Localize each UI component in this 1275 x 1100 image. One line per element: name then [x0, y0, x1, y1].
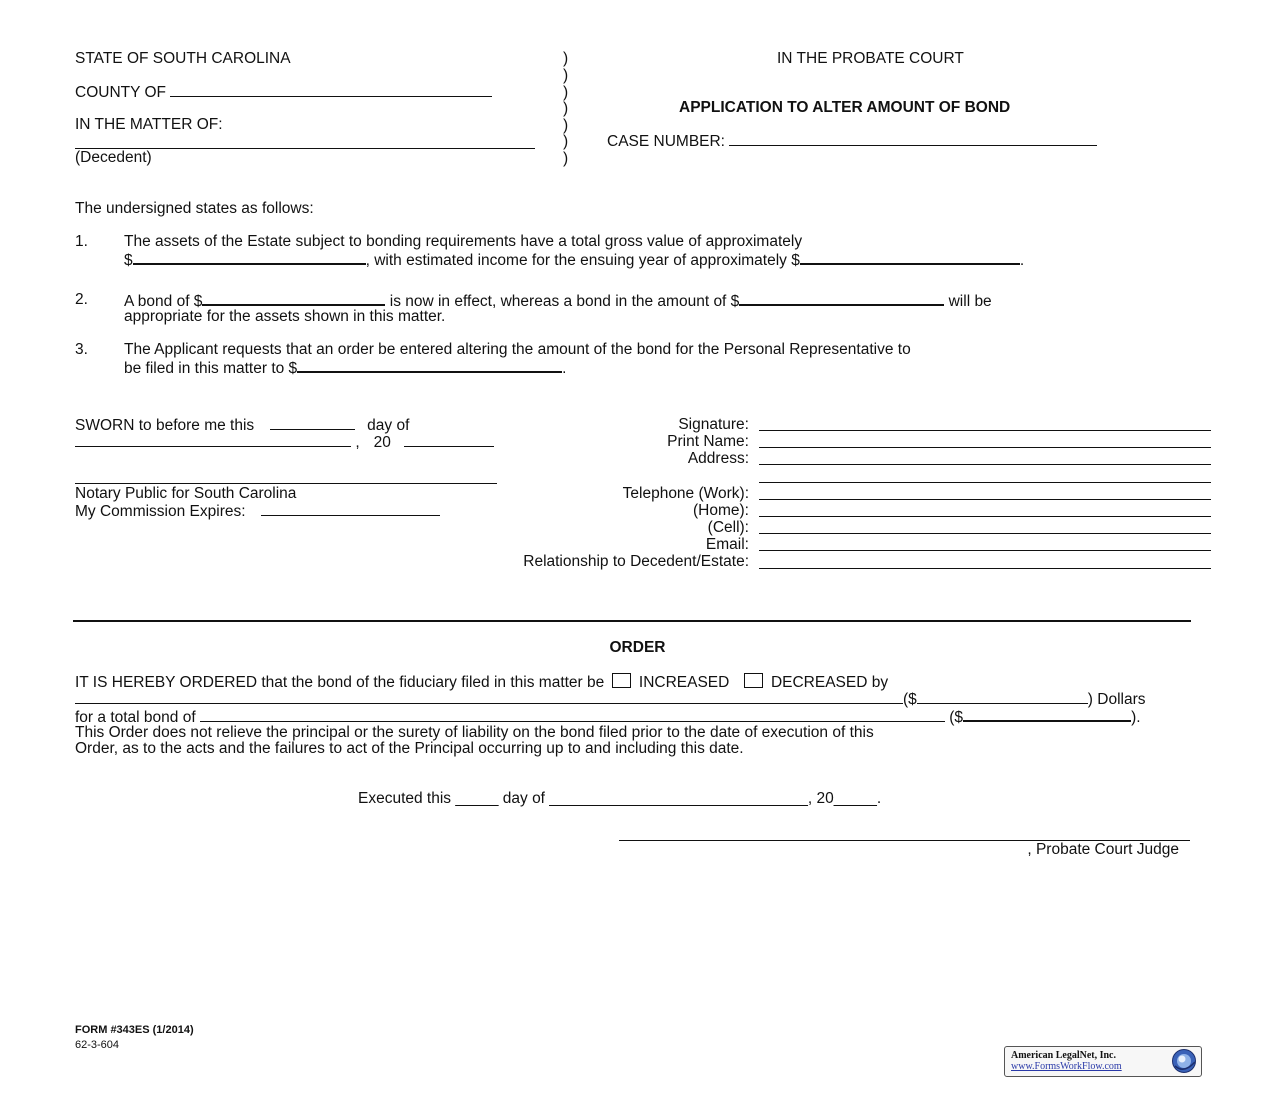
- total-dollar-open: ($: [949, 709, 964, 726]
- paren-6: ): [563, 133, 569, 150]
- paren-4: ): [563, 100, 569, 117]
- address-input-2[interactable]: [759, 482, 1211, 483]
- item-2-mid-text: is now in effect, whereas a bond in the amount of $: [389, 293, 740, 310]
- legalnet-logo[interactable]: [1004, 1046, 1202, 1077]
- case-number-input[interactable]: [729, 132, 1097, 146]
- print-name-input[interactable]: [759, 447, 1211, 448]
- logo-company-name: American LegalNet, Inc.: [1011, 1050, 1116, 1061]
- signature-label: Signature:: [678, 416, 749, 433]
- item-1-num: 1.: [75, 233, 88, 250]
- tel-work-input[interactable]: [759, 499, 1211, 500]
- order-dollars-label: ) Dollars: [1087, 691, 1146, 708]
- item-3-num: 3.: [75, 341, 88, 358]
- item-1-income-text: , with estimated income for the ensuing year of approximately $: [365, 252, 800, 269]
- matter-label: IN THE MATTER OF:: [75, 116, 223, 133]
- sworn-day-input[interactable]: [270, 416, 355, 430]
- order-line-2: [75, 690, 1146, 708]
- sworn-month-input[interactable]: [75, 433, 351, 447]
- tel-home-label: (Home):: [693, 502, 749, 519]
- paren-5: ): [563, 117, 569, 134]
- total-dollar-close: ).: [1131, 709, 1141, 726]
- county-input[interactable]: [170, 83, 492, 97]
- tel-cell-label: (Cell):: [707, 519, 749, 536]
- order-text-1: IT IS HEREBY ORDERED that the bond of the fiduciary filed in this matter be: [75, 674, 605, 691]
- item-1-line2: [124, 250, 1024, 269]
- notary-signature-line[interactable]: [75, 483, 497, 484]
- sworn-date-line: [75, 433, 494, 451]
- signature-input[interactable]: [759, 430, 1211, 431]
- order-amount-words-input[interactable]: [75, 690, 903, 704]
- item-3-line2: [124, 358, 566, 377]
- section-divider: [73, 620, 1191, 622]
- notary-label: Notary Public for South Carolina: [75, 485, 297, 502]
- item-2-line2: appropriate for the assets shown in this matter.: [124, 308, 446, 325]
- globe-icon: [1171, 1048, 1197, 1074]
- address-input-1[interactable]: [759, 464, 1211, 465]
- decedent-label: (Decedent): [75, 149, 152, 166]
- order-amount-input[interactable]: [917, 690, 1088, 704]
- paren-3: ): [563, 84, 569, 101]
- paren-1: ): [563, 50, 569, 67]
- item-2-bond-text: A bond of $: [124, 293, 203, 310]
- judge-label: , Probate Court Judge: [1027, 841, 1179, 858]
- order-line-4: This Order does not relieve the principal or the surety of liability on the bond filed prior to the date of execution of this: [75, 724, 874, 741]
- current-bond-input[interactable]: [202, 291, 385, 306]
- order-heading: ORDER: [609, 639, 666, 656]
- sworn-comma: ,: [355, 434, 360, 451]
- decreased-checkbox[interactable]: [744, 673, 763, 688]
- state-heading: STATE OF SOUTH CAROLINA: [75, 50, 291, 67]
- altered-bond-input[interactable]: [297, 358, 562, 373]
- item-3-line1: The Applicant requests that an order be entered altering the amount of the bond for the Personal Representative to: [124, 341, 911, 358]
- gross-value-input[interactable]: [133, 250, 366, 265]
- logo-url[interactable]: www.FormsWorkFlow.com: [1011, 1061, 1122, 1072]
- print-name-label: Print Name:: [667, 433, 749, 450]
- order-dollar-open: ($: [903, 691, 917, 708]
- increased-label: INCREASED: [638, 674, 730, 691]
- case-number-label: [607, 132, 1097, 150]
- tel-work-label: Telephone (Work):: [622, 485, 749, 502]
- county-label-text: COUNTY OF: [75, 84, 166, 101]
- item-3-text: be filed in this matter to $: [124, 360, 298, 377]
- item-2-will-be: will be: [948, 293, 992, 310]
- item-3-period: .: [562, 360, 567, 377]
- total-bond-amount-input[interactable]: [963, 707, 1131, 722]
- case-number-text: CASE NUMBER:: [607, 133, 725, 150]
- form-title: APPLICATION TO ALTER AMOUNT OF BOND: [679, 99, 1011, 116]
- income-input[interactable]: [800, 250, 1020, 265]
- paren-7: ): [563, 150, 569, 167]
- item-2-num: 2.: [75, 291, 88, 308]
- county-label: [75, 83, 492, 101]
- sworn-line: [75, 416, 409, 434]
- commission-input[interactable]: [261, 502, 440, 516]
- form-number: FORM #343ES (1/2014): [75, 1024, 194, 1036]
- address-label: Address:: [687, 450, 749, 467]
- total-bond-words-input[interactable]: [200, 708, 945, 722]
- court-heading: IN THE PROBATE COURT: [777, 50, 964, 67]
- total-bond-label: for a total bond of: [75, 709, 196, 726]
- intro-text: The undersigned states as follows:: [75, 200, 314, 217]
- sworn-text: SWORN to before me this: [75, 417, 255, 434]
- executed-line: Executed this _____ day of ______________________________, 20_____.: [358, 790, 882, 807]
- email-label: Email:: [705, 536, 749, 553]
- sworn-day-of: day of: [367, 417, 410, 434]
- sworn-twenty: 20: [373, 434, 391, 451]
- appropriate-bond-input[interactable]: [739, 291, 944, 306]
- decreased-label: DECREASED by: [770, 674, 889, 691]
- statute-code: 62-3-604: [75, 1039, 120, 1051]
- sworn-year-input[interactable]: [404, 433, 494, 447]
- tel-cell-input[interactable]: [759, 533, 1211, 534]
- commission-label: My Commission Expires:: [75, 503, 246, 520]
- tel-home-input[interactable]: [759, 516, 1211, 517]
- relationship-label: Relationship to Decedent/Estate:: [523, 553, 749, 570]
- commission-line: [75, 502, 440, 520]
- order-line-5: Order, as to the acts and the failures to act of the Principal occurring up to and including this date.: [75, 740, 744, 757]
- email-input[interactable]: [759, 550, 1211, 551]
- paren-2: ): [563, 67, 569, 84]
- item-1-period: .: [1019, 252, 1025, 269]
- item-1-line1: The assets of the Estate subject to bonding requirements have a total gross value of approximately: [124, 233, 803, 250]
- increased-checkbox[interactable]: [612, 673, 631, 688]
- relationship-input[interactable]: [759, 568, 1211, 569]
- item-1-dollar: $: [124, 252, 133, 269]
- order-line-1: [75, 673, 888, 691]
